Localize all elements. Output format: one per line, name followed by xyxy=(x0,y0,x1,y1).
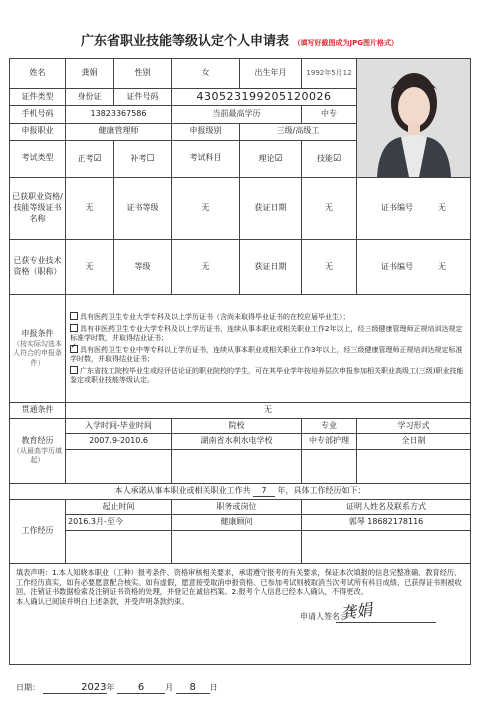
label-prior-tech: 已获专业技术资格（职称） xyxy=(10,240,66,295)
value-cert-no-2: 无 xyxy=(438,261,447,271)
condition-item: 具有非医药卫生专业大学专科及以上学历证书，连续从事本职业或相关职业工作2年以上，经三级健康管理师正规培训达规定标准学时数，并取得结业证书； xyxy=(70,324,463,343)
edu-period: 2007.9-2010.6 xyxy=(66,434,172,450)
value-cert-level: 无 xyxy=(172,178,240,240)
cert-no-cell xyxy=(357,178,471,240)
work-period: 2016.3月-至今 xyxy=(66,515,172,531)
value-id-no: 430523199205120026 xyxy=(172,89,357,106)
declaration xyxy=(10,564,471,665)
conditions-hint: （按实际勾选本人符合的申报条件） xyxy=(13,339,62,367)
edu-col-major: 专业 xyxy=(302,419,357,434)
applicant-photo xyxy=(357,59,470,177)
form-title xyxy=(0,30,479,49)
signature-line xyxy=(336,622,436,623)
photo-cell xyxy=(357,59,471,178)
edu-label-cell xyxy=(10,419,66,484)
date-day: 8 xyxy=(176,682,210,694)
conditions-label-cell xyxy=(10,295,66,403)
date-month: 6 xyxy=(117,682,165,694)
table-row xyxy=(10,434,471,450)
applicant-sign-label: 申请人签名： xyxy=(300,612,348,621)
label-cert-no: 证书编号 xyxy=(380,203,413,213)
work-reference: 郭琴 18682178116 xyxy=(302,515,471,531)
label-gender: 性别 xyxy=(114,59,172,89)
option-theory: 理论☑ xyxy=(240,140,302,177)
cert-no-cell-2 xyxy=(357,240,471,295)
value-work-years: 无 xyxy=(66,403,471,419)
value-gender: 女 xyxy=(172,59,240,89)
edu-major: 中专部护理 xyxy=(302,434,357,450)
work-years-value: 7 xyxy=(253,486,275,498)
edu-school: 湖南省水利水电学校 xyxy=(172,434,302,450)
check-icon: ☑ xyxy=(93,153,102,164)
label-exam-subject: 考试科目 xyxy=(172,140,240,177)
table-row xyxy=(10,450,471,484)
check-icon: ☑ xyxy=(274,153,283,164)
signature: 龚娟 xyxy=(338,599,374,624)
empty-box-icon: ☐ xyxy=(146,153,155,164)
date-year: 2023 xyxy=(43,682,107,694)
work-col-reference: 证明人姓名及联系方式 xyxy=(302,500,471,515)
value-prior-tech: 无 xyxy=(66,240,114,295)
work-post: 健康顾问 xyxy=(172,515,302,531)
value-birth: 1992年5月12 xyxy=(302,59,357,89)
declaration-confirm: 本人确认已阅读并明白上述条款，并受声明条款约束。 xyxy=(16,597,189,607)
form-title-note: （填写好截图成为JPG图片格式） xyxy=(293,39,399,47)
conditions-list xyxy=(66,295,471,403)
label-apply-job: 申报职业 xyxy=(10,123,66,140)
value-cert-no: 无 xyxy=(438,203,447,213)
checkbox-icon xyxy=(70,324,78,332)
label-phone: 手机号码 xyxy=(10,106,66,123)
work-years-line: 本人承诺从事本职业或相关职业工作共 7 年，具体工作经历如下： xyxy=(10,484,471,500)
label-work-history: 工作经历 xyxy=(10,500,66,564)
label-name: 姓名 xyxy=(10,59,66,89)
table-row xyxy=(10,515,471,531)
label-edu-history: 教育经历 xyxy=(21,436,54,446)
condition-item: 具有医药卫生专业大学专科及以上学历证书（含尚未取得毕业证书的在校应届毕业生）； xyxy=(70,311,466,322)
label-prior-qual: 已获职业资格/技能等级证书名称 xyxy=(10,178,66,240)
option-fresh: 正考☑ xyxy=(66,140,114,177)
label-id-type: 证件类型 xyxy=(10,89,66,106)
edu-mode: 全日制 xyxy=(357,434,471,450)
value-level: 无 xyxy=(172,240,240,295)
label-level: 等级 xyxy=(114,240,172,295)
checkbox-icon xyxy=(70,366,78,374)
label-id-no: 证件号码 xyxy=(114,89,172,106)
value-issue-date-2: 无 xyxy=(302,240,357,295)
work-col-post: 职务或岗位 xyxy=(172,500,302,515)
value-issue-date: 无 xyxy=(302,178,357,240)
edu-col-period: 入学时间-毕业时间 xyxy=(66,419,172,434)
edu-col-school: 院校 xyxy=(172,419,302,434)
edu-col-mode: 学习形式 xyxy=(357,419,471,434)
checkbox-icon xyxy=(70,312,78,320)
portrait-image xyxy=(357,59,470,177)
label-issue-date: 获证日期 xyxy=(240,178,302,240)
value-phone: 13823367586 xyxy=(66,106,172,123)
declaration-text: 填表声明：1.本人知晓本职业（工种）报考条件、资格审核相关要求，承诺遵守报考的有关要求，保证本次填报的信息完整准确、教育经历、工作经历真实，如有必要愿意配合核实。如有虚假，愿意接受取消申报资格、已参加考试则被取消当次考试所有科目成绩、已获得证书则被收回、注销证书数据检索及注销证书资格的处理，并登记在诚信档案。2.报考个人信息已经本人确认，不得更改。 xyxy=(16,568,462,597)
table-row xyxy=(10,531,471,564)
value-id-type: 身份证 xyxy=(66,89,114,106)
condition-item: 广东省技工院校毕业生或经评估论证的职业院校的学生，可在其毕业学年按培养层次申报参加相关职业高级工(三级)职业技能鉴定或职业技能等级认定。 xyxy=(70,366,464,385)
value-apply-level: 三级/高级工 xyxy=(240,123,357,140)
form-title-text: 广东省职业技能等级认定个人申请表 xyxy=(80,34,289,49)
value-apply-job: 健康管理师 xyxy=(66,123,172,140)
date-line: 日期： 2023年 6 月 8 日 xyxy=(16,682,218,693)
check-icon: ☑ xyxy=(332,153,342,164)
work-col-period: 起止时间 xyxy=(66,500,172,515)
value-prior-qual: 无 xyxy=(66,178,114,240)
condition-item: ✓具有医药卫生专业中等专科以上学历证书，连续从事本职业或相关职业工作3年以上，经三级健康管理师正规培训达规定标准学时数，并取得结业证书； xyxy=(70,344,466,365)
application-form xyxy=(9,58,471,665)
value-name: 龚娟 xyxy=(66,59,114,89)
label-birth: 出生年月 xyxy=(240,59,302,89)
value-edu: 中专 xyxy=(302,106,357,123)
label-issue-date-2: 获证日期 xyxy=(240,240,302,295)
edu-hint: （从最高学历填起） xyxy=(13,446,62,465)
label-cert-level: 证书等级 xyxy=(114,178,172,240)
label-cert-no-2: 证书编号 xyxy=(380,261,413,271)
option-skill: 技能☑ xyxy=(302,140,357,177)
label-conditions: 申报条件 xyxy=(21,328,54,338)
label-apply-level: 申报级别 xyxy=(172,123,240,140)
label-work-years: 贯通条件 xyxy=(10,403,66,419)
option-retake: 补考☐ xyxy=(114,140,172,177)
checked-checkbox-icon xyxy=(70,345,78,353)
label-exam-type: 考试类型 xyxy=(10,140,66,177)
label-edu: 当前最高学历 xyxy=(172,106,302,123)
